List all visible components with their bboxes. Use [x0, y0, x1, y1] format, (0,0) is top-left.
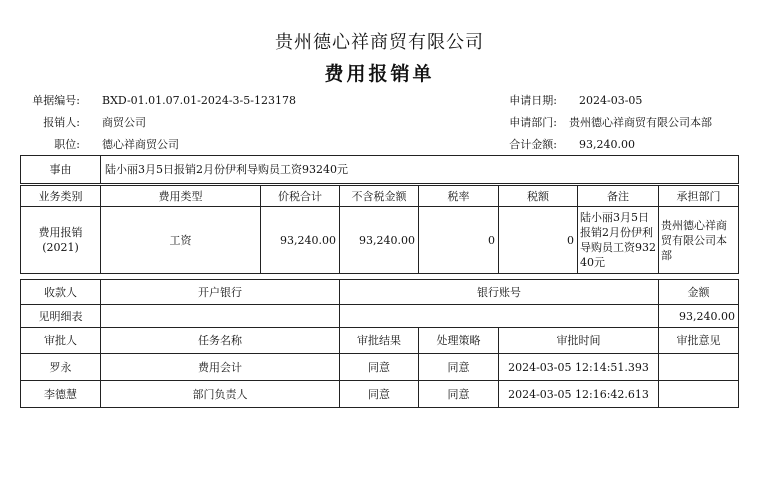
company-name: 贵州德心祥商贸有限公司	[275, 32, 484, 53]
reason-text: 陆小丽3月5日报销2月份伊利导购员工资93240元	[100, 155, 739, 184]
date-label: 申请日期:	[509, 94, 557, 107]
position-label: 职位:	[54, 138, 80, 151]
date-value: 2024-03-05	[579, 94, 643, 107]
row-amount-ex-tax: 93,240.00	[339, 206, 419, 274]
header-approver: 审批人	[20, 327, 101, 354]
header-amount: 金额	[658, 279, 739, 305]
header-note: 备注	[577, 185, 659, 207]
reason-label: 事由	[20, 155, 101, 184]
header-time: 审批时间	[498, 327, 659, 354]
position-value: 德心祥商贸公司	[102, 138, 179, 151]
header-opinion: 审批意见	[658, 327, 739, 354]
total-label: 合计金额:	[509, 138, 557, 151]
document-title: 费用报销单	[324, 63, 435, 85]
dept-row	[509, 114, 712, 130]
row-type: 工资	[100, 206, 261, 274]
approval-row-strategy: 同意	[418, 380, 499, 408]
doc-number-value: BXD-01.01.07.01-2024-3-5-123178	[102, 94, 296, 107]
dept-label: 申请部门:	[509, 116, 557, 129]
approval-row-task: 部门负责人	[100, 380, 340, 408]
row-note: 陆小丽3月5日报销2月份伊利导购员工资93240元	[577, 206, 659, 274]
header-type: 费用类型	[100, 185, 261, 207]
row-bank	[100, 304, 340, 328]
header-payee: 收款人	[20, 279, 101, 305]
approval-row-opinion	[658, 353, 739, 381]
row-account	[339, 304, 659, 328]
header-dept: 承担部门	[658, 185, 739, 207]
total-row	[509, 136, 635, 152]
header-category: 业务类别	[20, 185, 101, 207]
claimant-row	[18, 114, 146, 130]
header-result: 审批结果	[339, 327, 419, 354]
claimant-label: 报销人:	[43, 116, 80, 129]
approval-row-time: 2024-03-05 12:14:51.393	[498, 353, 659, 381]
approval-row-time: 2024-03-05 12:16:42.613	[498, 380, 659, 408]
header-account: 银行账号	[339, 279, 659, 305]
doc-number-row	[18, 92, 296, 108]
header-bank: 开户银行	[100, 279, 340, 305]
approval-row-result: 同意	[339, 380, 419, 408]
approval-row-task: 费用会计	[100, 353, 340, 381]
doc-number-label: 单据编号:	[32, 94, 80, 107]
header-tax: 税额	[498, 185, 578, 207]
header-amount-ex-tax: 不含税金额	[339, 185, 419, 207]
approval-row-strategy: 同意	[418, 353, 499, 381]
total-value: 93,240.00	[579, 138, 635, 151]
header-total-with-tax: 价税合计	[260, 185, 340, 207]
row-total-with-tax: 93,240.00	[260, 206, 340, 274]
header-strategy: 处理策略	[418, 327, 499, 354]
approval-row-opinion	[658, 380, 739, 408]
claimant-value: 商贸公司	[102, 116, 146, 129]
row-category: 费用报销(2021)	[20, 206, 101, 274]
date-row	[509, 92, 642, 108]
dept-value: 贵州德心祥商贸有限公司本部	[569, 116, 712, 129]
approval-row-approver: 李德慧	[20, 380, 101, 408]
row-tax: 0	[498, 206, 578, 274]
position-row	[18, 136, 179, 152]
row-tax-rate: 0	[418, 206, 499, 274]
header-task: 任务名称	[100, 327, 340, 354]
row-amount: 93,240.00	[658, 304, 739, 328]
row-payee: 见明细表	[20, 304, 101, 328]
approval-row-approver: 罗永	[20, 353, 101, 381]
row-dept: 贵州德心祥商贸有限公司本部	[658, 206, 739, 274]
approval-row-result: 同意	[339, 353, 419, 381]
header-tax-rate: 税率	[418, 185, 499, 207]
